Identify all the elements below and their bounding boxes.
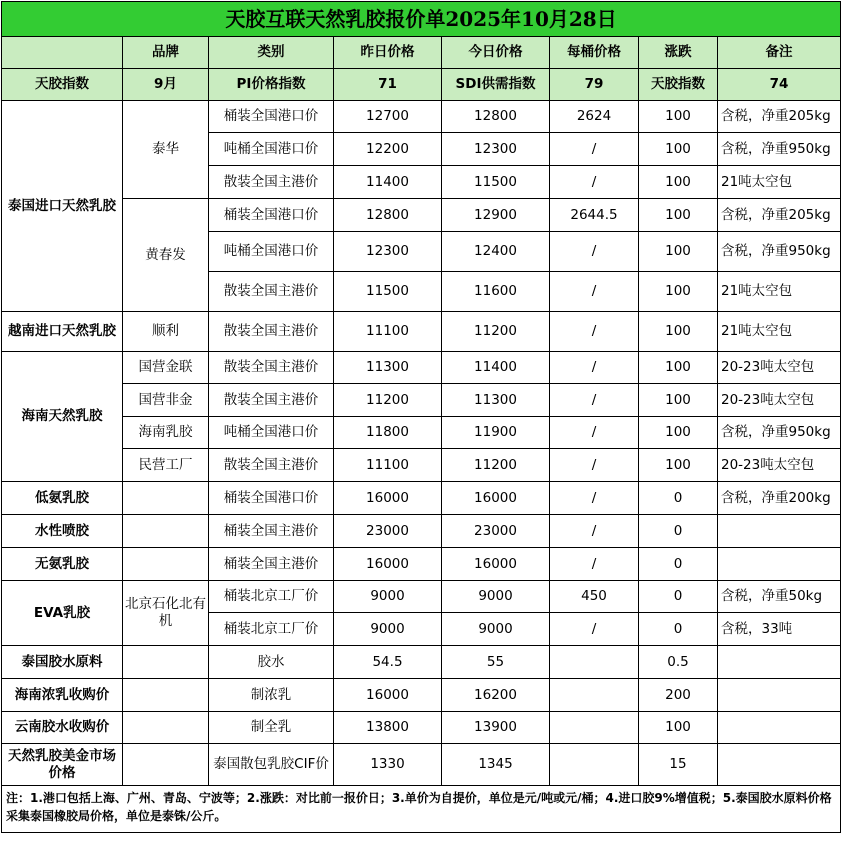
price-cell: 12800: [334, 199, 442, 232]
category-cell: 散装全国主港价: [209, 449, 334, 482]
price-cell: 11800: [334, 417, 442, 449]
change-cell: 0: [639, 548, 718, 581]
header-remark: 备注: [718, 37, 841, 69]
header-brand: 品牌: [123, 37, 209, 69]
header-row: [2, 37, 841, 69]
group-label: EVA乳胶: [2, 581, 123, 646]
table-row: [2, 548, 841, 581]
price-cell: 12300: [442, 133, 550, 166]
price-cell: 1345: [442, 744, 550, 786]
change-cell: 100: [639, 384, 718, 417]
price-cell: /: [550, 548, 639, 581]
price-cell: /: [550, 613, 639, 646]
category-cell: 吨桶全国港口价: [209, 417, 334, 449]
price-cell: 16200: [442, 679, 550, 712]
table-row: [2, 712, 841, 744]
footnote: 注：1.港口包括上海、广州、青岛、宁波等；2.涨跌：对比前一报价日；3.单价为自提价，单位是元/吨或元/桶；4.进口胶9%增值税；5.泰国胶水原料价格采集泰国橡胶局价格，单位是泰铢/公斤。: [2, 786, 841, 833]
sheet-title: 天胶互联天然乳胶报价单2025年10月28日: [2, 2, 841, 37]
remark-cell: 含税，净重950kg: [718, 417, 841, 449]
price-cell: 11100: [334, 449, 442, 482]
category-cell: 桶装全国主港价: [209, 548, 334, 581]
price-cell: 9000: [334, 581, 442, 613]
index-cell: 71: [334, 69, 442, 101]
price-sheet: [1, 1, 840, 833]
index-cell: 79: [550, 69, 639, 101]
header-category: 类别: [209, 37, 334, 69]
table-row: [2, 679, 841, 712]
price-cell: 11100: [334, 312, 442, 352]
header-today: 今日价格: [442, 37, 550, 69]
price-cell: 1330: [334, 744, 442, 786]
brand-cell: 国营非金: [123, 384, 209, 417]
remark-cell: [718, 515, 841, 548]
remark-cell: 21吨太空包: [718, 166, 841, 199]
price-cell: 11500: [442, 166, 550, 199]
table-row: [2, 744, 841, 786]
table-row: [2, 449, 841, 482]
change-cell: 0.5: [639, 646, 718, 679]
table-row: [2, 482, 841, 515]
price-cell: 16000: [442, 548, 550, 581]
change-cell: 100: [639, 312, 718, 352]
brand-cell: 北京石化北有机: [123, 581, 209, 646]
price-cell: 11900: [442, 417, 550, 449]
remark-cell: 含税，净重205kg: [718, 101, 841, 133]
price-cell: /: [550, 384, 639, 417]
remark-cell: 20-23吨太空包: [718, 384, 841, 417]
brand-cell: 顺利: [123, 312, 209, 352]
price-cell: /: [550, 232, 639, 272]
remark-cell: 含税，净重950kg: [718, 133, 841, 166]
group-label: 海南浓乳收购价: [2, 679, 123, 712]
price-cell: 11300: [334, 352, 442, 384]
price-cell: 9000: [334, 613, 442, 646]
change-cell: 100: [639, 232, 718, 272]
price-cell: 11400: [334, 166, 442, 199]
price-cell: [550, 646, 639, 679]
category-cell: 桶装全国港口价: [209, 482, 334, 515]
index-cell: 天胶指数: [2, 69, 123, 101]
header-change: 涨跌: [639, 37, 718, 69]
price-cell: /: [550, 352, 639, 384]
price-cell: 12800: [442, 101, 550, 133]
group-label: 无氨乳胶: [2, 548, 123, 581]
change-cell: 0: [639, 515, 718, 548]
index-row: [2, 69, 841, 101]
brand-cell: 民营工厂: [123, 449, 209, 482]
price-cell: [550, 744, 639, 786]
price-cell: 9000: [442, 613, 550, 646]
price-cell: 23000: [334, 515, 442, 548]
table-row: [2, 581, 841, 613]
remark-cell: [718, 646, 841, 679]
category-cell: 散装全国主港价: [209, 272, 334, 312]
table-row: [2, 646, 841, 679]
price-cell: /: [550, 417, 639, 449]
change-cell: 200: [639, 679, 718, 712]
index-cell: 9月: [123, 69, 209, 101]
group-label: 泰国进口天然乳胶: [2, 101, 123, 312]
price-cell: 12300: [334, 232, 442, 272]
price-cell: 2624: [550, 101, 639, 133]
group-label: 天然乳胶美金市场价格: [2, 744, 123, 786]
index-cell: 天胶指数: [639, 69, 718, 101]
price-cell: [550, 712, 639, 744]
change-cell: 0: [639, 482, 718, 515]
brand-cell: [123, 515, 209, 548]
brand-cell: 国营金联: [123, 352, 209, 384]
change-cell: 100: [639, 712, 718, 744]
title-row: [2, 2, 841, 37]
price-cell: 11500: [334, 272, 442, 312]
price-cell: 11200: [442, 449, 550, 482]
price-cell: [550, 679, 639, 712]
category-cell: 桶装北京工厂价: [209, 581, 334, 613]
category-cell: 吨桶全国港口价: [209, 133, 334, 166]
remark-cell: 含税，净重950kg: [718, 232, 841, 272]
price-cell: 11200: [334, 384, 442, 417]
price-table: [1, 1, 841, 833]
remark-cell: 20-23吨太空包: [718, 449, 841, 482]
price-cell: 12400: [442, 232, 550, 272]
price-cell: /: [550, 449, 639, 482]
price-cell: /: [550, 133, 639, 166]
change-cell: 15: [639, 744, 718, 786]
table-row: [2, 417, 841, 449]
price-cell: 16000: [334, 679, 442, 712]
brand-cell: [123, 712, 209, 744]
price-cell: 54.5: [334, 646, 442, 679]
price-cell: 11600: [442, 272, 550, 312]
price-cell: 450: [550, 581, 639, 613]
price-cell: /: [550, 482, 639, 515]
change-cell: 100: [639, 101, 718, 133]
remark-cell: 含税，33吨: [718, 613, 841, 646]
table-row: [2, 199, 841, 232]
remark-cell: 含税，净重205kg: [718, 199, 841, 232]
group-label: 越南进口天然乳胶: [2, 312, 123, 352]
remark-cell: 21吨太空包: [718, 312, 841, 352]
price-cell: /: [550, 312, 639, 352]
remark-cell: [718, 744, 841, 786]
price-cell: 13800: [334, 712, 442, 744]
price-cell: 23000: [442, 515, 550, 548]
price-cell: 16000: [334, 482, 442, 515]
group-label: 泰国胶水原料: [2, 646, 123, 679]
change-cell: 100: [639, 417, 718, 449]
brand-cell: 黄春发: [123, 199, 209, 312]
note-row: [2, 786, 841, 833]
price-cell: 12700: [334, 101, 442, 133]
change-cell: 100: [639, 352, 718, 384]
category-cell: 散装全国主港价: [209, 312, 334, 352]
change-cell: 0: [639, 581, 718, 613]
category-cell: 桶装北京工厂价: [209, 613, 334, 646]
table-row: [2, 101, 841, 133]
remark-cell: 含税，净重50kg: [718, 581, 841, 613]
category-cell: 散装全国主港价: [209, 384, 334, 417]
price-cell: 55: [442, 646, 550, 679]
remark-cell: [718, 548, 841, 581]
change-cell: 0: [639, 613, 718, 646]
index-cell: 74: [718, 69, 841, 101]
group-label: 云南胶水收购价: [2, 712, 123, 744]
remark-cell: 含税，净重200kg: [718, 482, 841, 515]
price-cell: 16000: [334, 548, 442, 581]
brand-cell: [123, 679, 209, 712]
brand-cell: [123, 548, 209, 581]
group-label: 水性喷胶: [2, 515, 123, 548]
category-cell: 散装全国主港价: [209, 166, 334, 199]
index-cell: SDI供需指数: [442, 69, 550, 101]
category-cell: 吨桶全国港口价: [209, 232, 334, 272]
change-cell: 100: [639, 449, 718, 482]
header-yesterday: 昨日价格: [334, 37, 442, 69]
price-cell: 12900: [442, 199, 550, 232]
price-cell: 11400: [442, 352, 550, 384]
category-cell: 散装全国主港价: [209, 352, 334, 384]
brand-cell: [123, 646, 209, 679]
category-cell: 泰国散包乳胶CIF价: [209, 744, 334, 786]
price-cell: /: [550, 166, 639, 199]
category-cell: 桶装全国港口价: [209, 101, 334, 133]
price-cell: 11300: [442, 384, 550, 417]
change-cell: 100: [639, 199, 718, 232]
group-label: 低氨乳胶: [2, 482, 123, 515]
price-cell: /: [550, 515, 639, 548]
price-cell: 12200: [334, 133, 442, 166]
table-row: [2, 515, 841, 548]
category-cell: 桶装全国主港价: [209, 515, 334, 548]
brand-cell: 海南乳胶: [123, 417, 209, 449]
index-cell: PI价格指数: [209, 69, 334, 101]
remark-cell: 21吨太空包: [718, 272, 841, 312]
table-row: [2, 384, 841, 417]
brand-cell: [123, 744, 209, 786]
price-cell: /: [550, 272, 639, 312]
category-cell: 桶装全国港口价: [209, 199, 334, 232]
price-cell: 2644.5: [550, 199, 639, 232]
header-per-barrel: 每桶价格: [550, 37, 639, 69]
category-cell: 制全乳: [209, 712, 334, 744]
change-cell: 100: [639, 166, 718, 199]
table-row: [2, 312, 841, 352]
price-cell: 9000: [442, 581, 550, 613]
brand-cell: 泰华: [123, 101, 209, 199]
remark-cell: [718, 712, 841, 744]
change-cell: 100: [639, 133, 718, 166]
price-cell: 16000: [442, 482, 550, 515]
header-cell: [2, 37, 123, 69]
remark-cell: 20-23吨太空包: [718, 352, 841, 384]
remark-cell: [718, 679, 841, 712]
brand-cell: [123, 482, 209, 515]
category-cell: 胶水: [209, 646, 334, 679]
group-label: 海南天然乳胶: [2, 352, 123, 482]
price-cell: 13900: [442, 712, 550, 744]
table-row: [2, 352, 841, 384]
change-cell: 100: [639, 272, 718, 312]
price-cell: 11200: [442, 312, 550, 352]
category-cell: 制浓乳: [209, 679, 334, 712]
